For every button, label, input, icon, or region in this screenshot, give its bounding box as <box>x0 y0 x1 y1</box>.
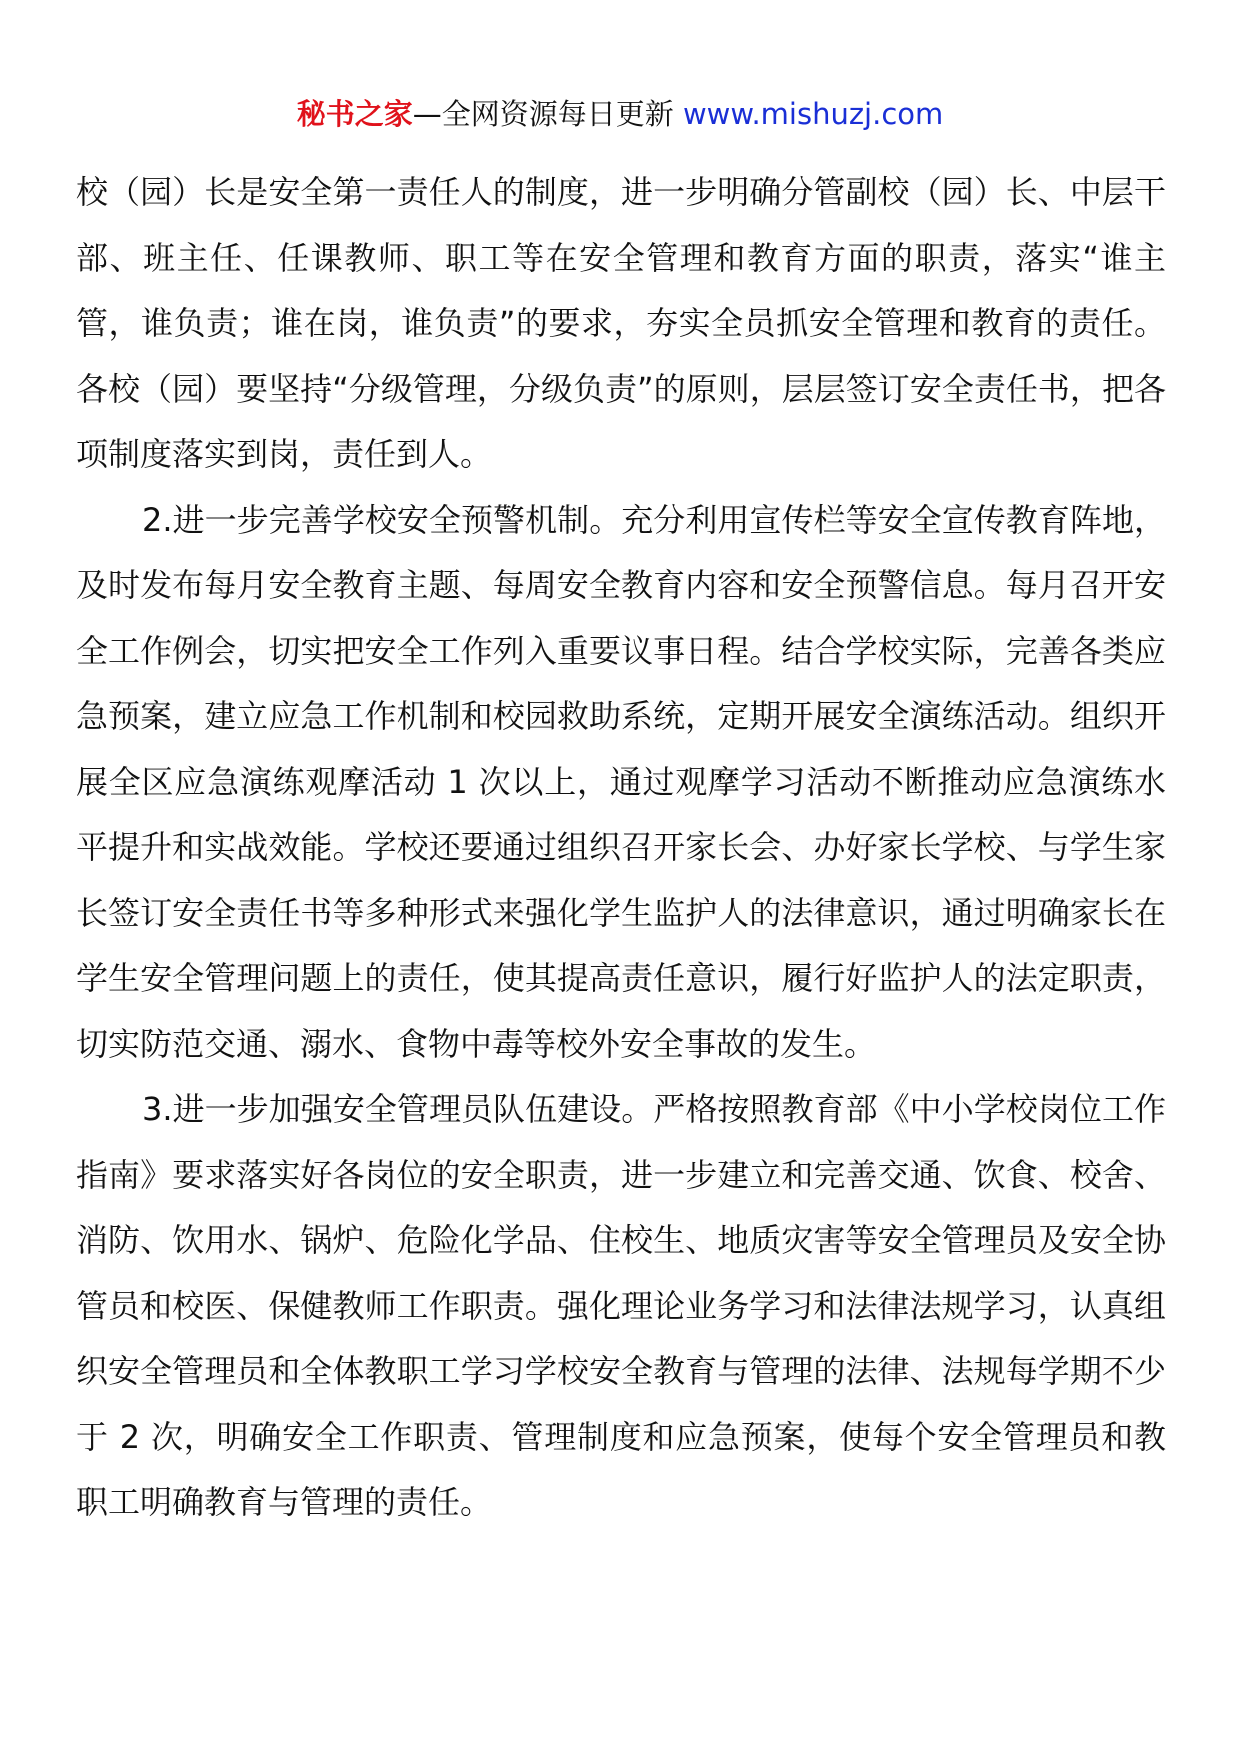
site-tagline: —全网资源每日更新 <box>412 97 683 131</box>
site-brand: 秘书之家 <box>296 97 413 131</box>
document-body <box>76 160 1166 1536</box>
site-header <box>0 96 1240 132</box>
site-url-link[interactable]: www.mishuzj.com <box>682 97 944 131</box>
paragraph-item-3: 3.进一步加强安全管理员队伍建设。严格按照教育部《中小学校岗位工作指南》要求落实好各岗位的安全职责，进一步建立和完善交通、饮食、校舍、消防、饮用水、锅炉、危险化学品、住校生、地质灾害等安全管理员及安全协管员和校医、保健教师工作职责。强化理论业务学习和法律法规学习，认真组织安全管理员和全体教职工学习学校安全教育与管理的法律、法规每学期不少于 2 次，明确安全工作职责、管理制度和应急预案，使每个安全管理员和教职工明确教育与管理的责任。 <box>76 1090 1166 1521</box>
paragraph-item-2: 2.进一步完善学校安全预警机制。充分利用宣传栏等安全宣传教育阵地，及时发布每月安全教育主题、每周安全教育内容和安全预警信息。每月召开安全工作例会，切实把安全工作列入重要议事日程。结合学校实际，完善各类应急预案，建立应急工作机制和校园救助系统，定期开展安全演练活动。组织开展全区应急演练观摩活动 1 次以上，通过观摩学习活动不断推动应急演练水平提升和实战效能。学校还要通过组织召开家长会、办好家长学校、与学生家长签订安全责任书等多种形式来强化学生监护人的法律意识，通过明确家长在学生安全管理问题上的责任，使其提高责任意识，履行好监护人的法定职责，切实防范交通、溺水、食物中毒等校外安全事故的发生。 <box>76 500 1166 1063</box>
paragraph-continuation: 校（园）长是安全第一责任人的制度，进一步明确分管副校（园）长、中层干部、班主任、任课教师、职工等在安全管理和教育方面的职责，落实“谁主管，谁负责；谁在岗，谁负责”的要求，夯实全员抓安全管理和教育的责任。各校（园）要坚持“分级管理，分级负责”的原则，层层签订安全责任书，把各项制度落实到岗，责任到人。 <box>76 173 1166 473</box>
